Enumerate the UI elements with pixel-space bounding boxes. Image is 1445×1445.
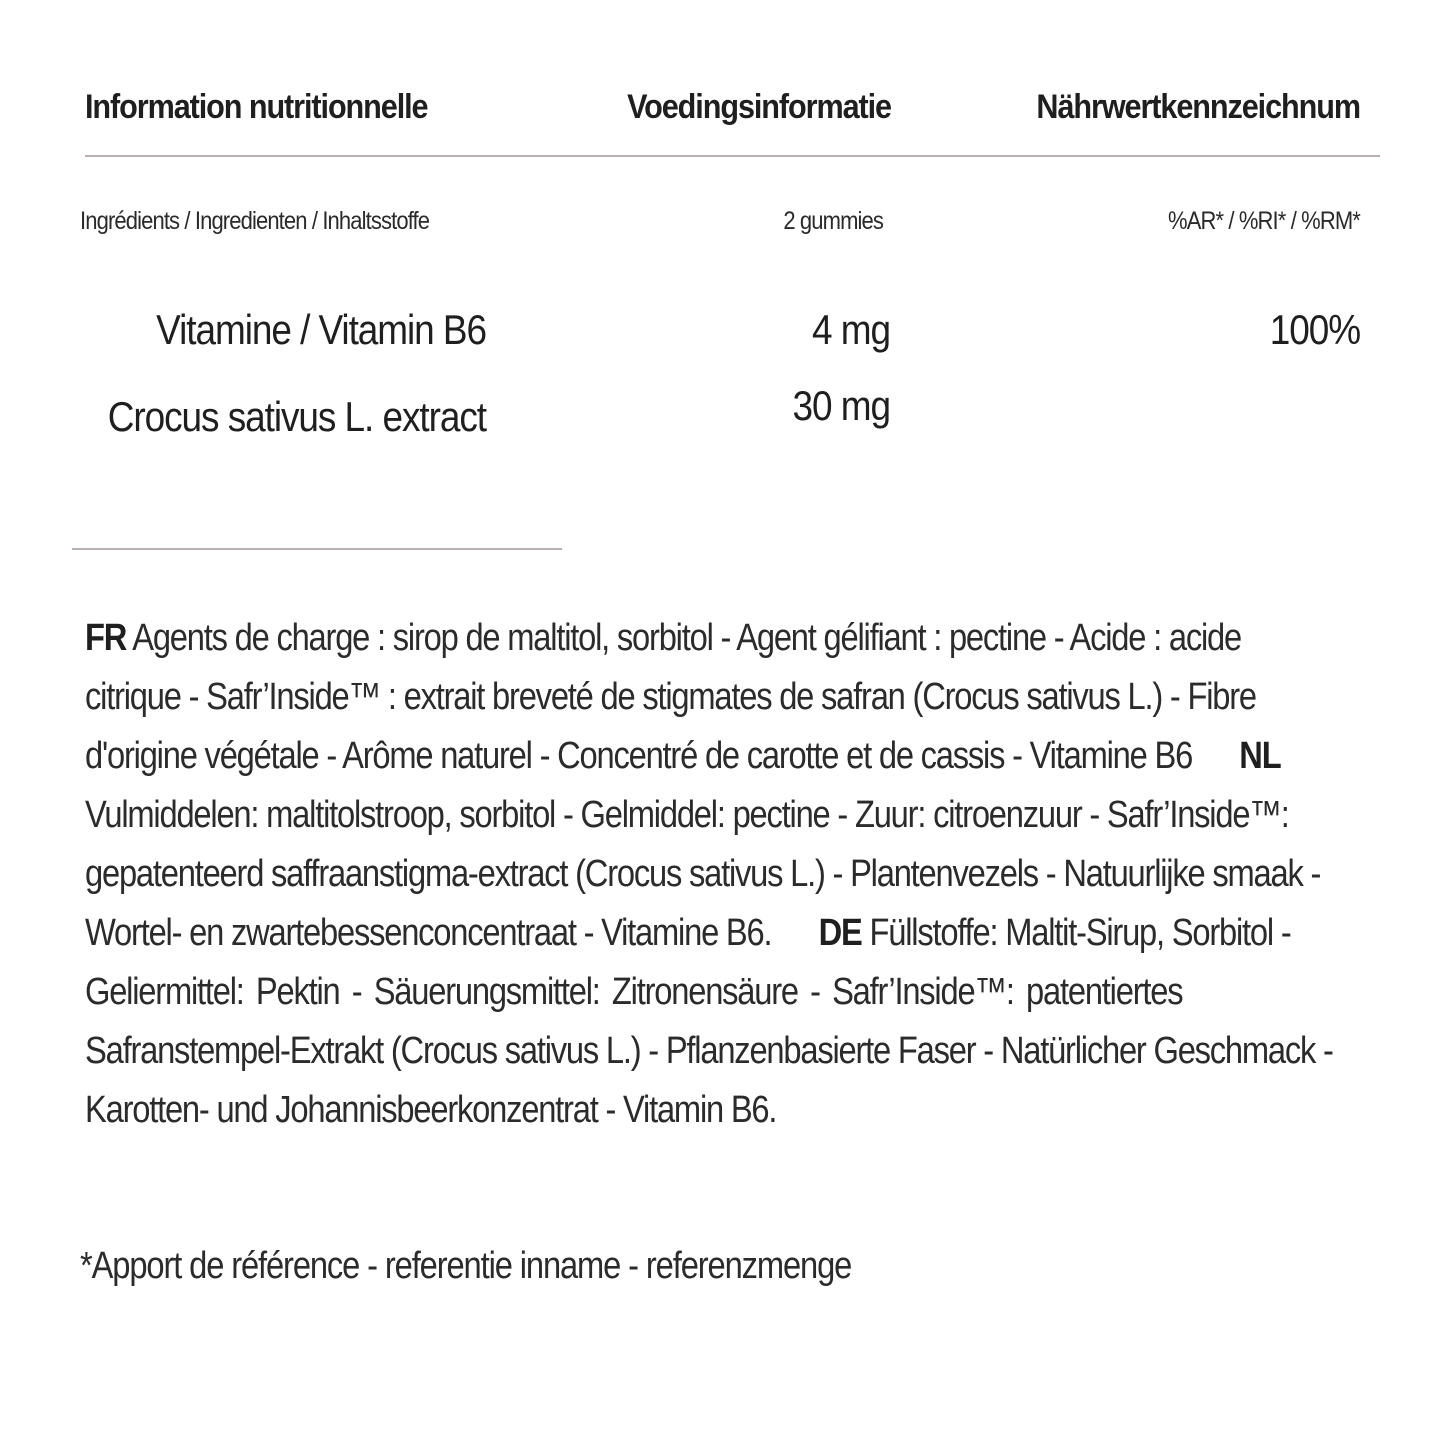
ingredients-column-heading: Ingrédients / Ingredienten / Inhaltsstoffe [80,207,430,235]
nutrient-percent: 100% [1269,306,1360,353]
nutrient-name: Vitamine / Vitamin B6 [156,306,486,353]
ingredients-line: Vulmiddelen: maltitolstroop, sorbitol - Gelmiddel: pectine - Zuur: citroenzuur - Safr’Inside™: [85,794,1289,836]
nutrient-name: Crocus sativus L. extract [107,393,487,440]
nutrient-amount: 30 mg [792,382,890,429]
header-french: Information nutritionnelle [85,88,428,126]
reference-intake-footnote: *Apport de référence - referentie inname - referenzmenge [80,1245,852,1287]
ingredients-line: citrique - Safr’Inside™ : extrait breveté de stigmates de safran (Crocus sativus L.) - Fibre [85,676,1256,718]
ingredients-line: Safranstempel-Extrakt (Crocus sativus L.) - Pflanzenbasierte Faser - Natürlicher Geschmack - [85,1030,1333,1072]
header-dutch: Voedingsinformatie [627,88,891,126]
ingredients-line: gepatenteerd saffraanstigma-extract (Crocus sativus L.) - Plantenvezels - Natuurlijke smaak - [85,853,1321,895]
ingredients-line: Karotten- und Johannisbeerkonzentrat - Vitamin B6. [85,1089,777,1131]
header-german: Nährwertkennzeichnum [1036,88,1360,126]
serving-column-heading: 2 gummies [783,207,883,235]
ingredients-paragraph [85,608,1361,1198]
language-code-nl: NL [1239,735,1281,777]
ingredients-line: Wortel- en zwartebessenconcentraat - Vitamine B6. DE Füllstoffe: Maltit-Sirup, Sorbitol - [85,912,1291,954]
header-divider [85,155,1380,157]
nutrient-amount: 4 mg [812,306,890,353]
section-divider [72,548,562,550]
reference-intake-column-heading: %AR* / %RI* / %RM* [1168,207,1360,235]
language-code-fr: FR [85,617,127,659]
ingredients-line: Geliermittel: Pektin - Säuerungsmittel: Zitronensäure - Safr’Inside™: patentiertes [85,971,1183,1013]
ingredients-line: d'origine végétale - Arôme naturel - Concentré de carotte et de cassis - Vitamine B6 NL [85,735,1281,777]
language-code-de: DE [818,912,862,954]
ingredients-line: FR Agents de charge : sirop de maltitol, sorbitol - Agent gélifiant : pectine - Acide : acide [85,617,1241,659]
